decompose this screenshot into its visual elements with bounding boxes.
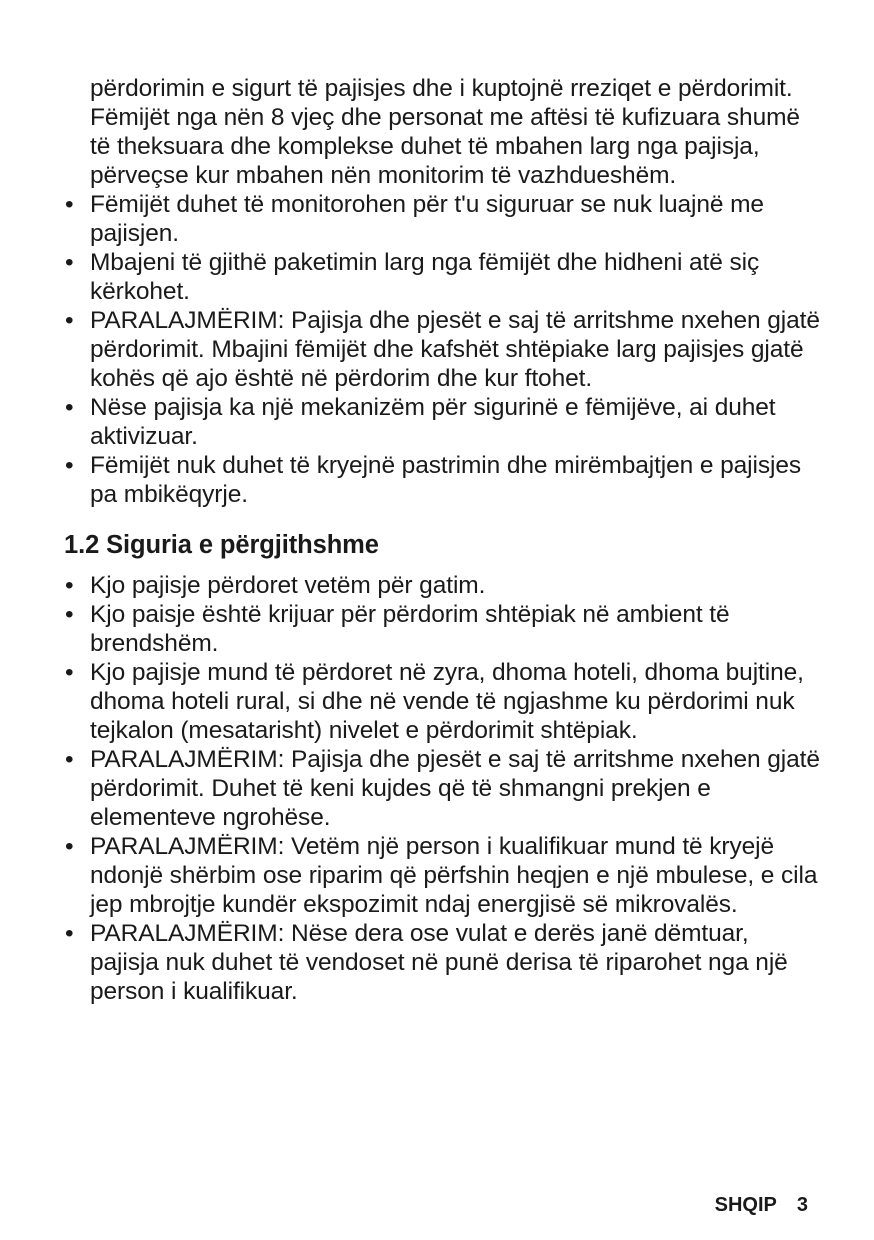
list-item [64,393,820,451]
list-item [64,190,820,248]
list-item [64,451,820,509]
list-item-text: PARALAJMËRIM: Pajisja dhe pjesët e saj të arritshme nxehen gjatë përdorimit. Duhet të keni kujdes që të shmangni prekjen e elementeve ngrohëse. [90,746,820,831]
list-item-text: Fëmijët nuk duhet të kryejnë pastrimin dhe mirëmbajtjen e pajisjes pa mbikëqyrje. [90,452,802,508]
list-item-text: Mbajeni të gjithë paketimin larg nga fëmijët dhe hidheni atë siç kërkohet. [90,249,760,305]
footer-language: SHQIP [714,1194,777,1216]
list-item-text: PARALAJMËRIM: Nëse dera ose vulat e derës janë dëmtuar, pajisja nuk duhet të vendoset në punë derisa të riparohet nga një person i kualifikuar. [90,920,788,1005]
list-item-text: PARALAJMËRIM: Vetëm një person i kualifikuar mund të kryejë ndonjë shërbim ose riparim që përfshin heqjen e një mbulese, e cila jep mbrojtje kundër ekspozimit ndaj energjisë së mikrovalës. [90,833,818,918]
bullet-icon: • [65,833,74,860]
page-footer [715,1192,808,1218]
list-item [64,745,820,832]
list-item-text: PARALAJMËRIM: Pajisja dhe pjesët e saj të arritshme nxehen gjatë përdorimit. Mbajini fëmijët dhe kafshët shtëpiake larg pajisjes gjatë kohës që ajo është në përdorim dhe kur ftohet. [90,307,820,392]
list-item-text: Kjo paisje është krijuar për përdorim shtëpiak në ambient të brendshëm. [90,601,730,657]
page-number: 3 [796,1194,808,1216]
list-item-text: Nëse pajisja ka një mekanizëm për sigurinë e fëmijëve, ai duhet aktivizuar. [90,394,776,450]
bullet-icon: • [65,572,74,599]
list-item [64,832,820,919]
list-item [64,919,820,1006]
page-content [64,74,820,1006]
bullet-icon: • [65,920,74,947]
list-item [64,600,820,658]
section-heading: 1.2 Siguria e përgjithshme [64,531,379,559]
list-item-text: Kjo pajisje mund të përdoret në zyra, dhoma hoteli, dhoma bujtine, dhoma hoteli rural, si dhe në vende të ngjashme ku përdorimi nuk tejkalon (mesatarisht) nivelet e përdorimit shtëpiak. [90,659,804,744]
list-item [64,306,820,393]
list-item [64,658,820,745]
bullet-icon: • [65,249,74,276]
bullet-icon: • [65,746,74,773]
list-item-text: Kjo pajisje përdoret vetëm për gatim. [90,572,486,599]
bullet-icon: • [65,394,74,421]
list-item-text: Fëmijët duhet të monitorohen për t'u siguruar se nuk luajnë me pajisjen. [90,191,764,247]
list-item [64,248,820,306]
bullet-icon: • [65,307,74,334]
bullet-icon: • [65,452,74,479]
bullet-icon: • [65,601,74,628]
bullet-icon: • [65,191,74,218]
general-safety-list [64,571,820,1006]
list-item [64,571,820,600]
child-safety-list [64,190,820,509]
bullet-icon: • [65,659,74,686]
intro-paragraph: përdorimin e sigurt të pajisjes dhe i kuptojnë rreziqet e përdorimit. Fëmijët nga nën 8 vjeç dhe personat me aftësi të kufizuara shumë të theksuara dhe komplekse duhet të mbahen larg nga pajisja, përveçse kur mbahen nën monitorim të vazhdueshëm. [90,75,800,189]
